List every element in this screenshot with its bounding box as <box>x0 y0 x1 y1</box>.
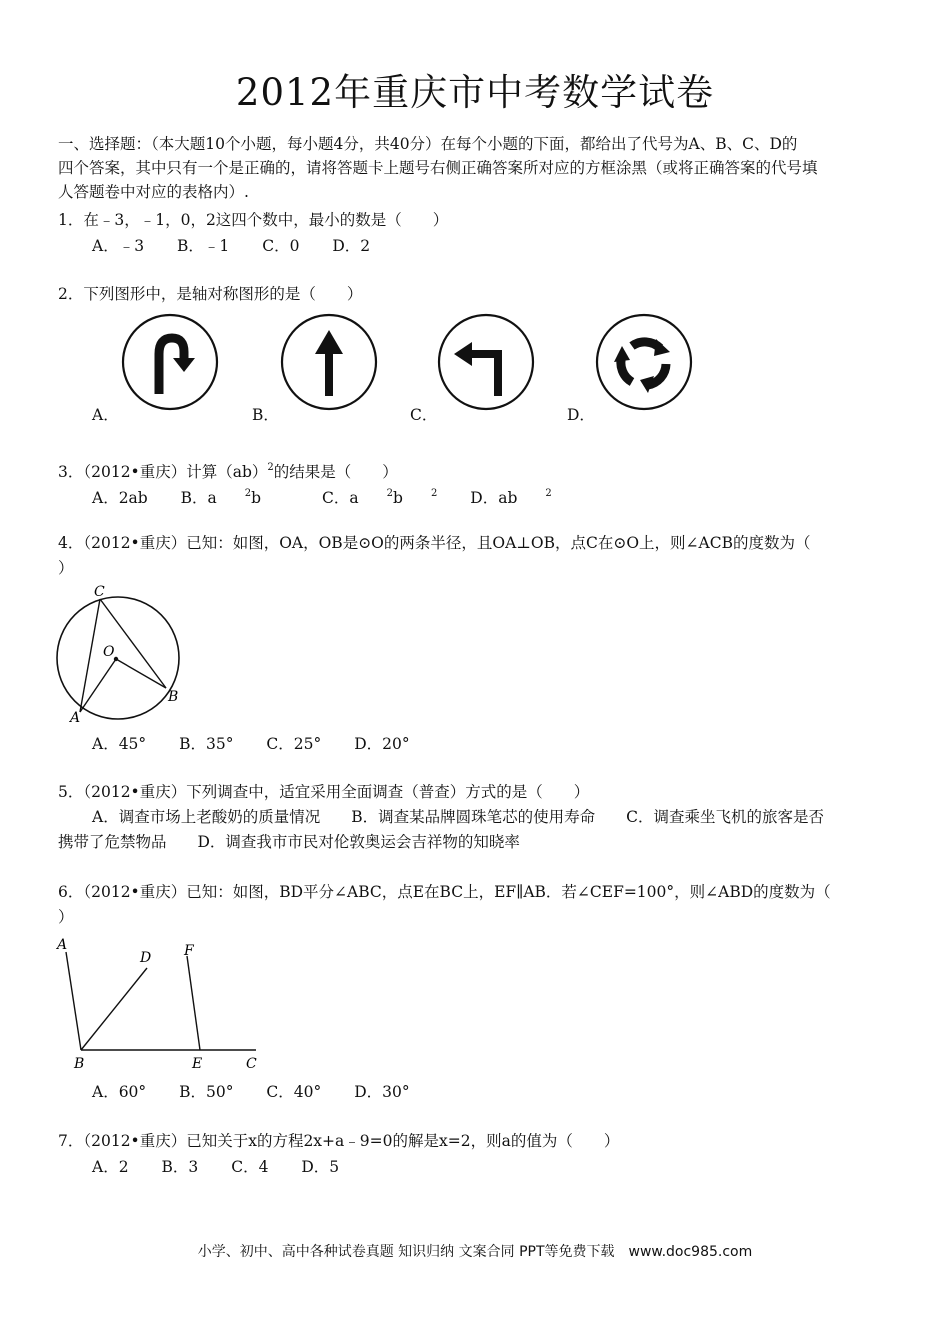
q7-option-c: C．4 <box>231 1158 269 1176</box>
q1-option-a: A．﹣3 <box>92 237 145 255</box>
q2-option-a: A． <box>92 406 119 424</box>
q1-option-d: D．2 <box>332 237 371 255</box>
q6-option-c: C．40° <box>266 1083 322 1101</box>
page-title: 2012年重庆市中考数学试卷 <box>235 71 715 114</box>
q5-stem: 5．（2012•重庆）下列调查中，适宜采用全面调查（普查）方式的是（ ） <box>58 783 590 801</box>
q6-label-e: E <box>192 1056 203 1072</box>
q6-angle-figure <box>52 934 270 1074</box>
q6-option-d: D．30° <box>354 1083 410 1101</box>
q4-option-c: C．25° <box>266 735 322 753</box>
intro-line-1: 一、选择题：（本大题10个小题，每小题4分，共40分）在每个小题的下面，都给出了代号为A、B、C、D的 <box>58 135 798 153</box>
q5-options-line-1: A．调查市场上老酸奶的质量情况 B．调查某品牌圆珠笔芯的使用寿命 C．调查乘坐飞机的旅客是否 <box>92 808 824 826</box>
q4-label-a: A <box>70 710 81 724</box>
q3-option-c-exp1: 2 <box>386 488 394 499</box>
q6-option-a: A．60° <box>92 1083 147 1101</box>
q3-option-b-tail: b <box>251 489 262 507</box>
intro-line-2: 四个答案，其中只有一个是正确的，请将答题卡上题号右侧正确答案所对应的方框涂黑（或将正确答案的代号填 <box>58 159 818 177</box>
q1-option-c: C．0 <box>262 237 300 255</box>
q7-option-d: D．5 <box>301 1158 340 1176</box>
q3-option-c-base: C．a <box>322 489 359 507</box>
q3-options <box>92 481 580 511</box>
page-footer: 小学、初中、高中各种试卷真题 知识归纳 文案合同 PPT等免费下载 www.doc985.com <box>197 1244 753 1260</box>
q3-option-d-exp: 2 <box>545 488 552 499</box>
q3-option-b <box>181 489 289 507</box>
q7-options <box>92 1154 367 1180</box>
q6-label-f: F <box>184 943 194 959</box>
section-intro <box>58 132 888 204</box>
q3-option-d <box>470 489 551 507</box>
q6-label-c: C <box>246 1056 257 1072</box>
q1-stem: 1．在﹣3，﹣1，0，2这四个数中，最小的数是（ ） <box>58 211 449 229</box>
straight-arrow-sign-icon <box>277 312 381 412</box>
turn-left-sign-icon <box>434 312 538 412</box>
roundabout-sign-icon <box>592 312 696 412</box>
q6-label-d: D <box>140 950 152 966</box>
q3-stem-text: 3．（2012•重庆）计算（ab） <box>58 463 268 481</box>
q4-label-o: O <box>103 644 115 660</box>
intro-line-3: 人答题卷中对应的表格内）. <box>58 183 249 201</box>
u-turn-right-sign-icon <box>118 312 222 412</box>
q4-option-d: D．20° <box>354 735 410 753</box>
q3-option-d-base: D．ab <box>470 489 518 507</box>
q4-circle-figure <box>50 582 190 724</box>
q4-label-b: B <box>168 689 179 705</box>
q4-option-a: A．45° <box>92 735 147 753</box>
q3-stem-exponent: 2 <box>267 462 274 473</box>
q6-option-b: B．50° <box>179 1083 234 1101</box>
q6-label-b: B <box>74 1056 85 1072</box>
q2-option-b: B． <box>252 406 279 424</box>
q7-option-b: B．3 <box>161 1158 199 1176</box>
q7-option-a: A．2 <box>92 1158 129 1176</box>
q6-stem: 6．（2012•重庆）已知：如图，BD平分∠ABC，点E在BC上，EF∥AB．若∠CEF=100°，则∠ABD的度数为（ <box>58 883 831 901</box>
q3-option-b-base: B．a <box>180 489 217 507</box>
q7-stem: 7．（2012•重庆）已知关于x的方程2x+a﹣9=0的解是x=2，则a的值为（ ） <box>58 1132 620 1150</box>
q5-options-line-2: 携带了危禁物品 D．调查我市市民对伦敦奥运会吉祥物的知晓率 <box>58 833 520 851</box>
q2-option-d: D． <box>567 406 595 424</box>
q4-stem-cont: ） <box>58 559 74 577</box>
q1-options <box>92 233 398 259</box>
q3-option-c-exp2: 2 <box>430 488 438 499</box>
q6-label-a: A <box>57 937 68 953</box>
q3-option-c <box>322 489 437 507</box>
q2-stem: 2．下列图形中，是轴对称图形的是（ ） <box>58 285 363 303</box>
q4-options <box>92 731 438 757</box>
q4-option-b: B．35° <box>179 735 234 753</box>
q3-option-b-exp: 2 <box>244 488 252 499</box>
q3-option-a: A．2ab <box>92 489 148 507</box>
q3-option-c-mid: b <box>393 489 403 507</box>
q4-label-c: C <box>94 584 105 600</box>
q4-stem: 4．（2012•重庆）已知：如图，OA，OB是⊙O的两条半径，且OA⊥OB，点C在⊙O上，则∠ACB的度数为（ <box>58 534 811 552</box>
q6-stem-cont: ） <box>58 908 74 926</box>
q2-option-c: C． <box>410 406 438 424</box>
q6-options <box>92 1079 438 1105</box>
q1-option-b: B．﹣1 <box>177 237 230 255</box>
q3-stem-tail: 的结果是（ ） <box>273 463 398 481</box>
